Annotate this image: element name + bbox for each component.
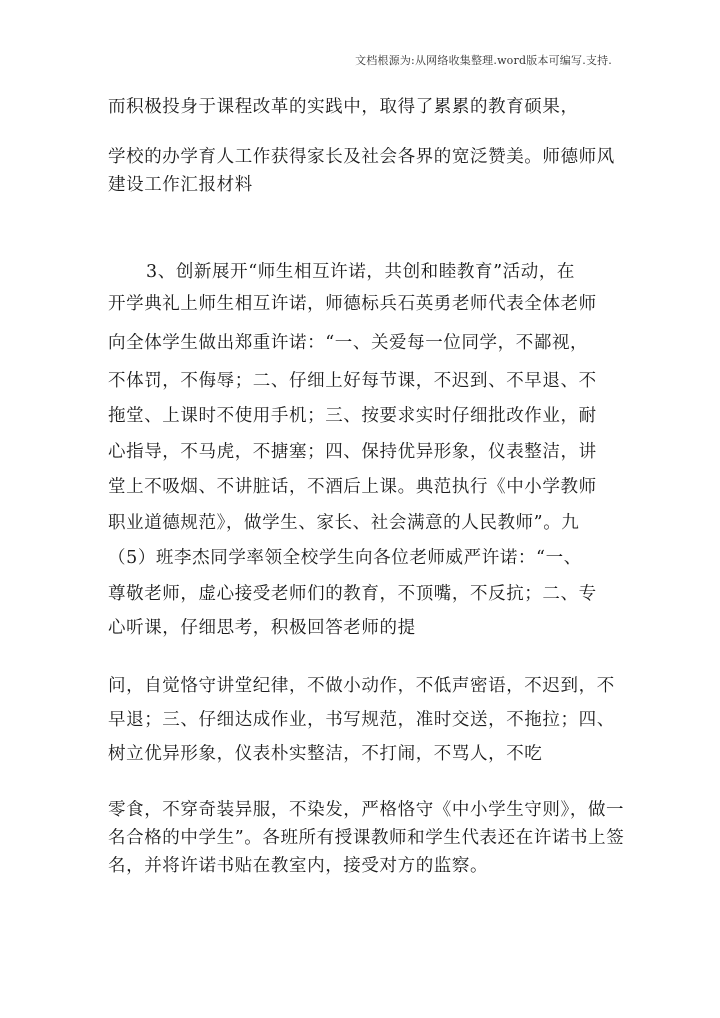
text-line: 职业道德规范》，做学生、家长、社会满意的人民教师”。九 [108,513,580,533]
text-line: 学校的办学育人工作获得家长及社会各界的宽泛赞美。师德师风 [108,147,615,167]
text-line: 拖堂、上课时不使用手机；三、按要求实时仔细批改作业，耐 [108,406,597,426]
text-line: 名，并将许诺书贴在教室内，接受对方的监察。 [108,856,489,876]
text-line: 尊敬老师，虚心接受老师们的教育，不顶嘴，不反抗；二、专 [108,584,597,604]
text-line: 问，自觉恪守讲堂纪律，不做小动作，不低声密语，不迟到，不 [108,676,615,696]
text-line: 零食，不穿奇装异服，不染发，严格恪守《中小学生守则》，做一 [108,800,625,820]
text-line: 早退；三、仔细达成作业，书写规范，准时交送，不拖拉；四、 [108,710,615,730]
text-line: 堂上不吸烟、不讲脏话，不酒后上课。典范执行《中小学教师 [108,477,597,497]
text-line: 而积极投身于课程改革的实践中，取得了累累的教育硕果， [108,97,579,117]
text-line: （5）班李杰同学率领全校学生向各位老师威严许诺：“一、 [108,548,582,568]
text-line: 建设工作汇报材料 [108,175,253,195]
source-note: 文档根源为:从网络收集整理.word版本可编写.支持. [355,54,612,67]
text-line: 3、创新展开“师生相互许诺，共创和睦教育”活动，在 [146,262,576,282]
text-line: 名合格的中学生”。各班所有授课教师和学生代表还在许诺书上签 [108,828,625,848]
text-line: 心听课，仔细思考，积极回答老师的提 [108,618,416,638]
text-line: 心指导，不马虎，不搪塞；四、保持优异形象，仪表整洁，讲 [108,442,597,462]
text-line: 开学典礼上师生相互许诺，师德标兵石英勇老师代表全体老师 [108,294,597,314]
text-line: 不体罚，不侮辱；二、仔细上好每节课，不迟到、不早退、不 [108,371,597,391]
text-line: 向全体学生做出郑重许诺：“一、关爱每一位同学，不鄙视， [108,333,589,353]
text-line: 树立优异形象，仪表朴实整洁，不打闹，不骂人，不吃 [108,744,543,764]
